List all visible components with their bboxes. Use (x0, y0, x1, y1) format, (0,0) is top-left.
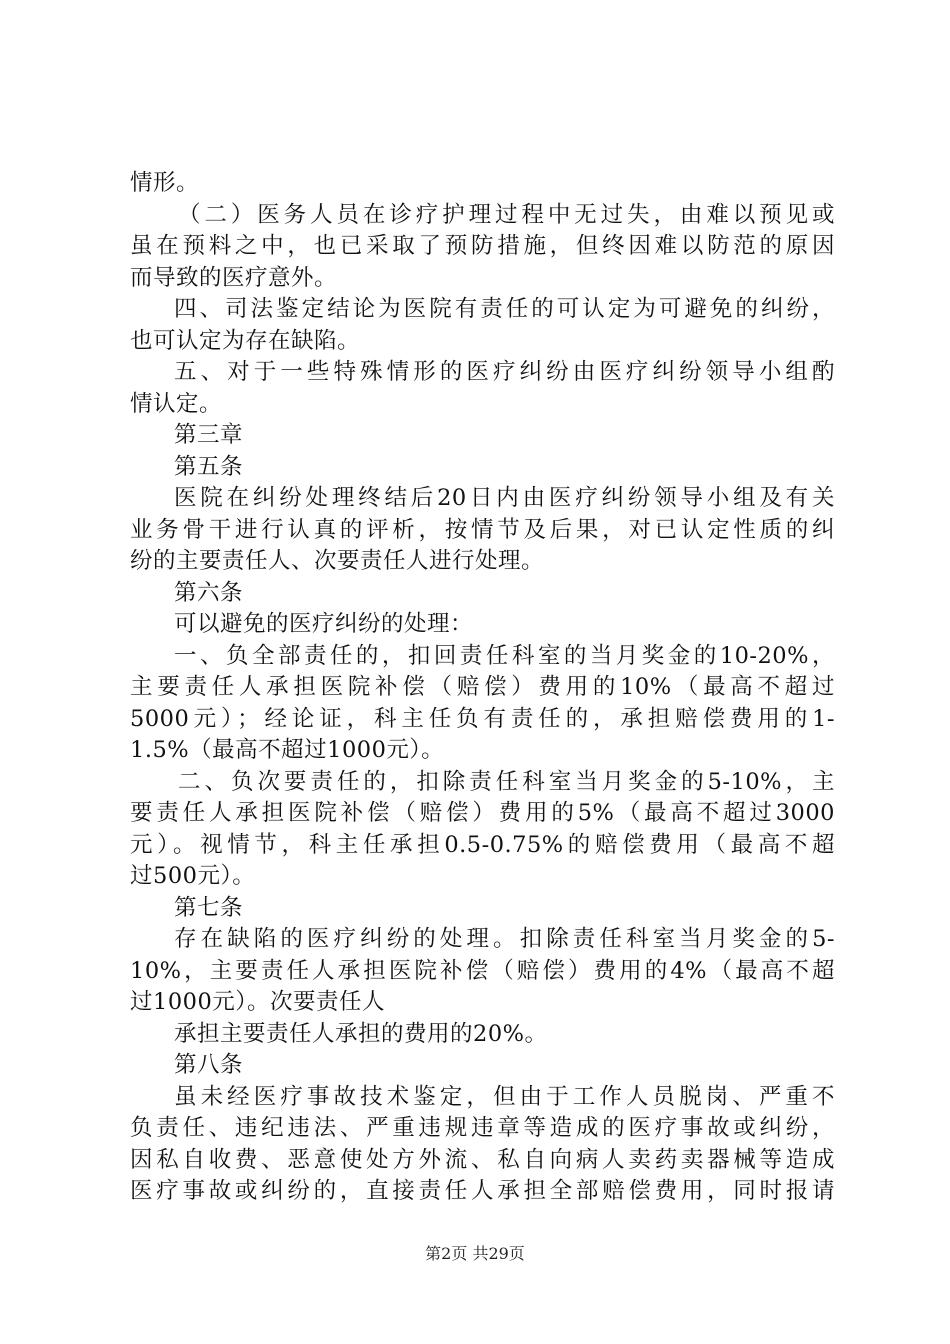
text-line: 存在缺陷的医疗纠纷的处理。扣除责任科室当月奖金的5- (174, 926, 835, 952)
text-line: 二、负次要责任的，扣除责任科室当月奖金的5-10%，主 (178, 768, 835, 795)
text-line: 五、对于一些特殊情形的医疗纠纷由医疗纠纷领导小组酌 (174, 359, 835, 385)
text-line: 四、司法鉴定结论为医院有责任的可认定为可避免的纠纷， (174, 296, 835, 322)
text-line: 虽在预料之中，也已采取了预防措施，但终因难以防范的原因 (130, 233, 835, 259)
text-line: 医院在纠纷处理终结后20日内由医疗纠纷领导小组及有关 (174, 485, 835, 511)
text-line: 情形。 (130, 170, 200, 196)
text-line: 第三章 (174, 422, 244, 448)
text-line: 第五条 (174, 453, 244, 480)
text-line: 过1000元）。次要责任人 (130, 989, 386, 1015)
text-line: 医疗事故或纠纷的，直接责任人承担全部赔偿费用，同时报请 (130, 1178, 835, 1204)
text-line: 负责任、违纪违法、严重违规违章等造成的医疗事故或纠纷， (130, 1115, 835, 1141)
text-line: 也可认定为存在缺陷。 (130, 327, 361, 354)
page-footer: 第2页 共29页 (425, 1244, 525, 1263)
text-line: 要责任人承担医院补偿（赔偿）费用的5%（最高不超过3000 (130, 800, 835, 826)
text-line: 一、负全部责任的，扣回责任科室的当月奖金的10-20%， (174, 642, 835, 669)
text-line: 元）。视情节，科主任承担0.5-0.75%的赔偿费用（最高不超 (130, 831, 835, 858)
text-line: 纷的主要责任人、次要责任人进行处理。 (130, 548, 545, 574)
text-line: 主要责任人承担医院补偿（赔偿）费用的10%（最高不超过 (130, 674, 835, 700)
text-line: 承担主要责任人承担的费用的20%。 (174, 1020, 548, 1047)
text-line: 而导致的医疗意外。 (130, 264, 338, 291)
text-line: （二）医务人员在诊疗护理过程中无过失，由难以预见或 (178, 201, 835, 228)
text-line: 虽未经医疗事故技术鉴定，但由于工作人员脱岗、严重不 (174, 1083, 835, 1110)
text-line: 第七条 (174, 894, 244, 921)
text-line: 因私自收费、恶意使处方外流、私自向病人卖药卖器械等造成 (130, 1146, 835, 1173)
text-line: 第八条 (174, 1052, 244, 1078)
text-line: 过500元）。 (130, 863, 256, 889)
document-body (130, 168, 835, 1208)
text-line: 1.5%（最高不超过1000元）。 (130, 737, 445, 763)
text-line: 可以避免的医疗纠纷的处理： (174, 611, 474, 637)
text-line: 10%，主要责任人承担医院补偿（赔偿）费用的4%（最高不超 (130, 957, 835, 984)
text-line: 情认定。 (130, 390, 223, 417)
text-line: 5000元）；经论证，科主任负有责任的，承担赔偿费用的1- (130, 705, 835, 732)
text-line: 业务骨干进行认真的评析，按情节及后果，对已认定性质的纠 (130, 516, 835, 543)
text-line: 第六条 (174, 579, 244, 606)
